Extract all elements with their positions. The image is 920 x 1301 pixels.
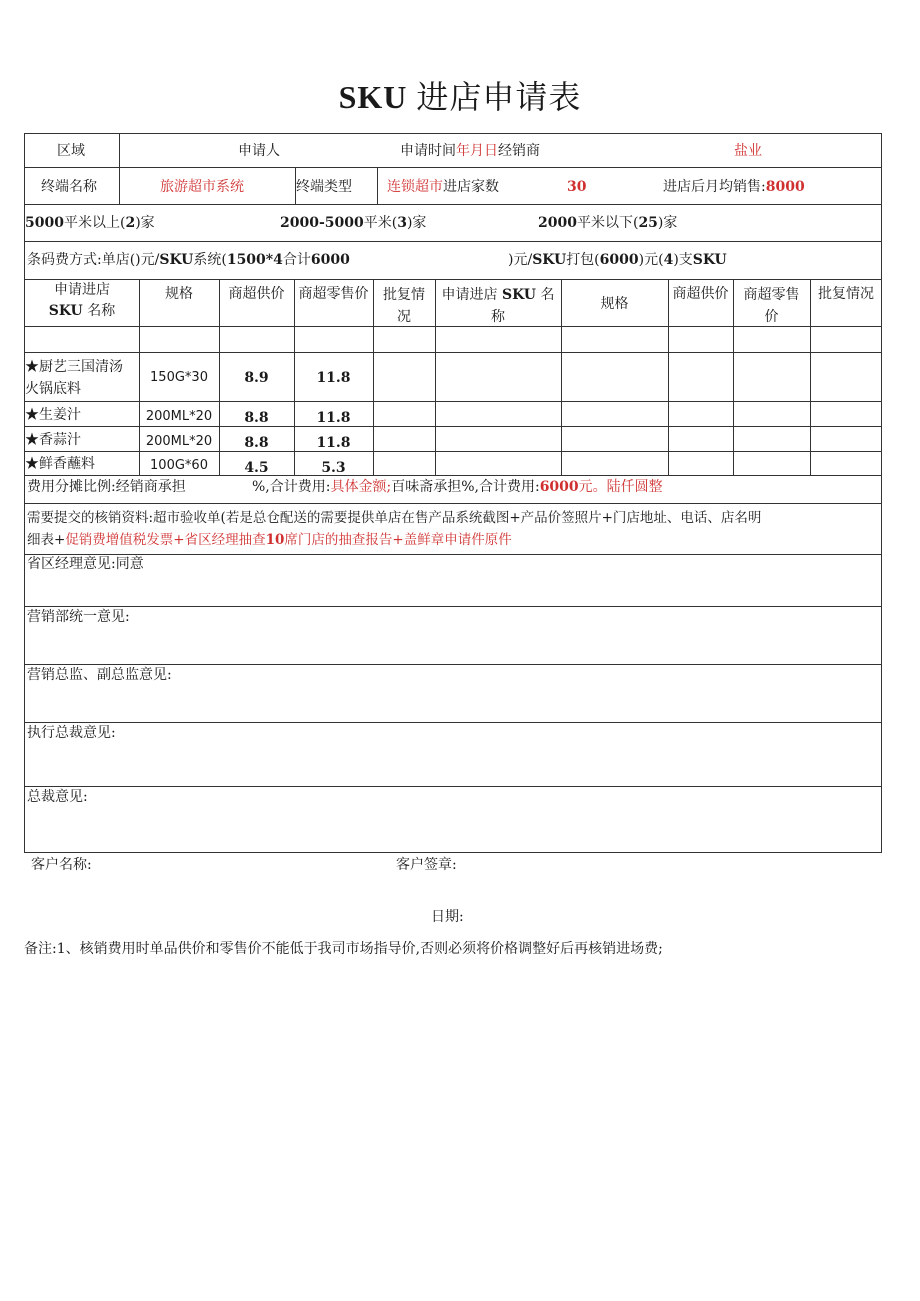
president-opinion: 总裁意见: [27, 789, 88, 805]
title-latin: SKU [338, 79, 408, 115]
size-b-num: 2000-5000 [280, 215, 364, 231]
monthly-sales-label: 进店后月均销售: [663, 179, 766, 195]
terminal-type-value: 连锁超市 [387, 179, 443, 195]
product-name: ★鲜香蘸料 [25, 456, 95, 472]
row-divider [25, 722, 882, 723]
fee-calc: 1500*4 [226, 252, 283, 268]
row-divider [25, 167, 882, 168]
row-divider [25, 352, 882, 353]
header-retail2-line1: 商超零售 [743, 287, 800, 303]
header-retail-price: 商超零售价 [298, 286, 369, 302]
date-label: 日期: [431, 909, 464, 925]
size-a-count: 2 [125, 215, 136, 231]
provincial-manager-opinion: 省区经理意见:同意 [27, 556, 144, 572]
product-spec: 100G*60 [150, 458, 208, 473]
row-divider [25, 786, 882, 787]
col-divider [119, 134, 120, 204]
product-spec: 150G*30 [150, 370, 208, 385]
materials-line2 [27, 531, 512, 549]
fee-sku1: SKU [159, 252, 194, 268]
size-a-num: 5000 [25, 215, 64, 231]
terminal-name-value: 旅游超市系统 [160, 179, 244, 195]
row-divider [25, 279, 882, 280]
header-sku-name-line2 [25, 301, 139, 322]
fee-part6: )元( [638, 252, 664, 268]
monthly-sales [663, 178, 805, 196]
fee-pack: 6000 [599, 252, 639, 268]
fee-part7: )支 [673, 252, 693, 268]
header-sku2-a: 申请进店 [441, 287, 498, 303]
fee-total: 6000 [310, 252, 350, 268]
cost-share-line-2 [252, 478, 663, 496]
cost-part2: 百味斋承担%,合计费用: [391, 479, 540, 495]
size-c-unit: )家 [657, 215, 678, 231]
fee-part5: 打包( [566, 252, 600, 268]
row-divider [25, 241, 882, 242]
monthly-sales-value: 8000 [765, 179, 805, 195]
product-name: ★生姜汁 [25, 407, 81, 423]
terminal-type-label: 终端类型 [296, 179, 352, 195]
product-retail-price: 11.8 [316, 435, 351, 451]
store-size-medium [280, 214, 426, 232]
product-supply-price: 8.9 [244, 370, 269, 386]
store-size-large [25, 214, 155, 232]
size-b-count: 3 [397, 215, 407, 231]
fee-sku3: SKU [692, 252, 727, 268]
row-divider [25, 204, 882, 205]
customer-name-label: 客户名称: [31, 857, 92, 873]
row-divider [25, 503, 882, 504]
apply-time [400, 142, 540, 160]
row-divider [25, 426, 882, 427]
region-label: 区域 [57, 143, 85, 159]
materials-line2-red-b: 席门店的抽查报告+盖鲜章申请件原件 [284, 532, 512, 548]
header-sku2-line2: 称 [491, 309, 505, 325]
header-sku-cn: 名称 [87, 303, 116, 319]
row-divider [25, 401, 882, 402]
header-approval-line2: 况 [397, 309, 411, 325]
size-b-text: 平米( [363, 215, 398, 231]
header-sku-name-2 [435, 284, 561, 328]
header-spec-2: 规格 [600, 296, 629, 312]
title-cn: 进店申请表 [416, 78, 582, 116]
header-sku2-b: 名 [540, 287, 555, 303]
materials-line2-red-num: 10 [265, 532, 285, 548]
size-c-count: 25 [638, 215, 658, 231]
header-spec: 规格 [165, 286, 193, 302]
header-sku-name [25, 280, 139, 322]
header-retail-price-2 [733, 284, 810, 328]
applicant-label: 申请人 [238, 143, 280, 159]
header-sku-latin: SKU [48, 303, 83, 319]
fee-part2: 系统( [193, 252, 227, 268]
col-divider [377, 167, 378, 204]
product-name-line2: 火锅底料 [25, 381, 81, 397]
barcode-fee-line [27, 251, 350, 269]
header-approval-2: 批复情况 [818, 286, 874, 302]
store-size-small [538, 214, 677, 232]
apply-date: 年月日 [456, 143, 498, 159]
header-supply-price-2: 商超供价 [672, 286, 729, 302]
terminal-name-label: 终端名称 [41, 179, 97, 195]
product-name-line1: ★厨艺三国清汤 [25, 359, 123, 375]
size-b-unit: )家 [406, 215, 427, 231]
fee-part4: )元/ [508, 252, 533, 268]
row-divider [25, 451, 882, 452]
header-supply-price: 商超供价 [228, 286, 285, 302]
product-spec: 200ML*20 [145, 409, 213, 424]
store-count-value: 30 [567, 179, 587, 195]
cost-total-num: 6000 [539, 479, 579, 495]
cost-pct: %,合计费用: [252, 479, 331, 495]
size-c-text: 平米以下( [576, 215, 639, 231]
cost-share-line [27, 478, 186, 496]
header-retail2-line2: 价 [764, 309, 779, 325]
dealer-label: 经销商 [498, 143, 540, 159]
executive-president-opinion: 执行总裁意见: [27, 725, 116, 741]
product-spec: 200ML*20 [145, 434, 213, 449]
materials-line2-black: 细表+ [27, 532, 66, 548]
product-name: ★香蒜汁 [25, 432, 81, 448]
size-a-text: 平米以上( [63, 215, 126, 231]
marketing-dept-opinion: 营销部统一意见: [27, 609, 130, 625]
header-sku2-latin: SKU [502, 287, 536, 303]
product-supply-price: 8.8 [244, 410, 269, 426]
dealer-value: 盐业 [734, 143, 762, 159]
materials-line1: 需要提交的核销资料:超市验收单(若是总仓配送的需要提供单店在售产品系统截图+产品价签照片+门店地址、电话、店名明 [27, 510, 762, 526]
col-divider [810, 279, 811, 475]
row-divider [25, 475, 882, 476]
product-retail-price: 5.3 [321, 460, 346, 476]
size-c-num: 2000 [538, 215, 577, 231]
fee-sku2: SKU [532, 252, 567, 268]
apply-time-label: 申请时间 [400, 143, 456, 159]
cost-total-text: 元。陆仟圆整 [578, 479, 663, 495]
row-divider [25, 664, 882, 665]
product-name [25, 356, 123, 400]
cost-label: 费用分摊比例:经销商承担 [27, 479, 186, 495]
marketing-director-opinion: 营销总监、副总监意见: [27, 667, 172, 683]
fee-count: 4 [663, 252, 674, 268]
cost-amount: 具体金额; [330, 479, 392, 495]
header-approval [373, 284, 435, 328]
barcode-fee-line-2 [508, 251, 727, 269]
customer-seal-label: 客户签章: [396, 857, 457, 873]
product-supply-price: 8.8 [244, 435, 269, 451]
application-form-table [24, 133, 882, 853]
materials-line2-red-a: 促销费增值税发票+省区经理抽查 [65, 532, 266, 548]
col-divider [668, 279, 669, 475]
row-divider [25, 606, 882, 607]
size-a-unit: )家 [135, 215, 155, 231]
product-retail-price: 11.8 [316, 410, 351, 426]
page-title [0, 72, 920, 118]
row-divider [25, 554, 882, 555]
header-approval-line1: 批复情 [383, 287, 425, 303]
product-retail-price: 11.8 [316, 370, 351, 386]
fee-part3: 合计 [282, 252, 311, 268]
header-sku-name-line1: 申请进店 [54, 282, 110, 298]
remark-note: 备注:1、核销费用时单品供价和零售价不能低于我司市场指导价,否则必须将价格调整好后再核销进场费; [24, 941, 663, 957]
product-supply-price: 4.5 [244, 460, 269, 476]
store-count-label: 进店家数 [443, 179, 499, 195]
fee-part1: 条码费方式:单店()元/ [27, 252, 160, 268]
terminal-type [387, 178, 499, 196]
